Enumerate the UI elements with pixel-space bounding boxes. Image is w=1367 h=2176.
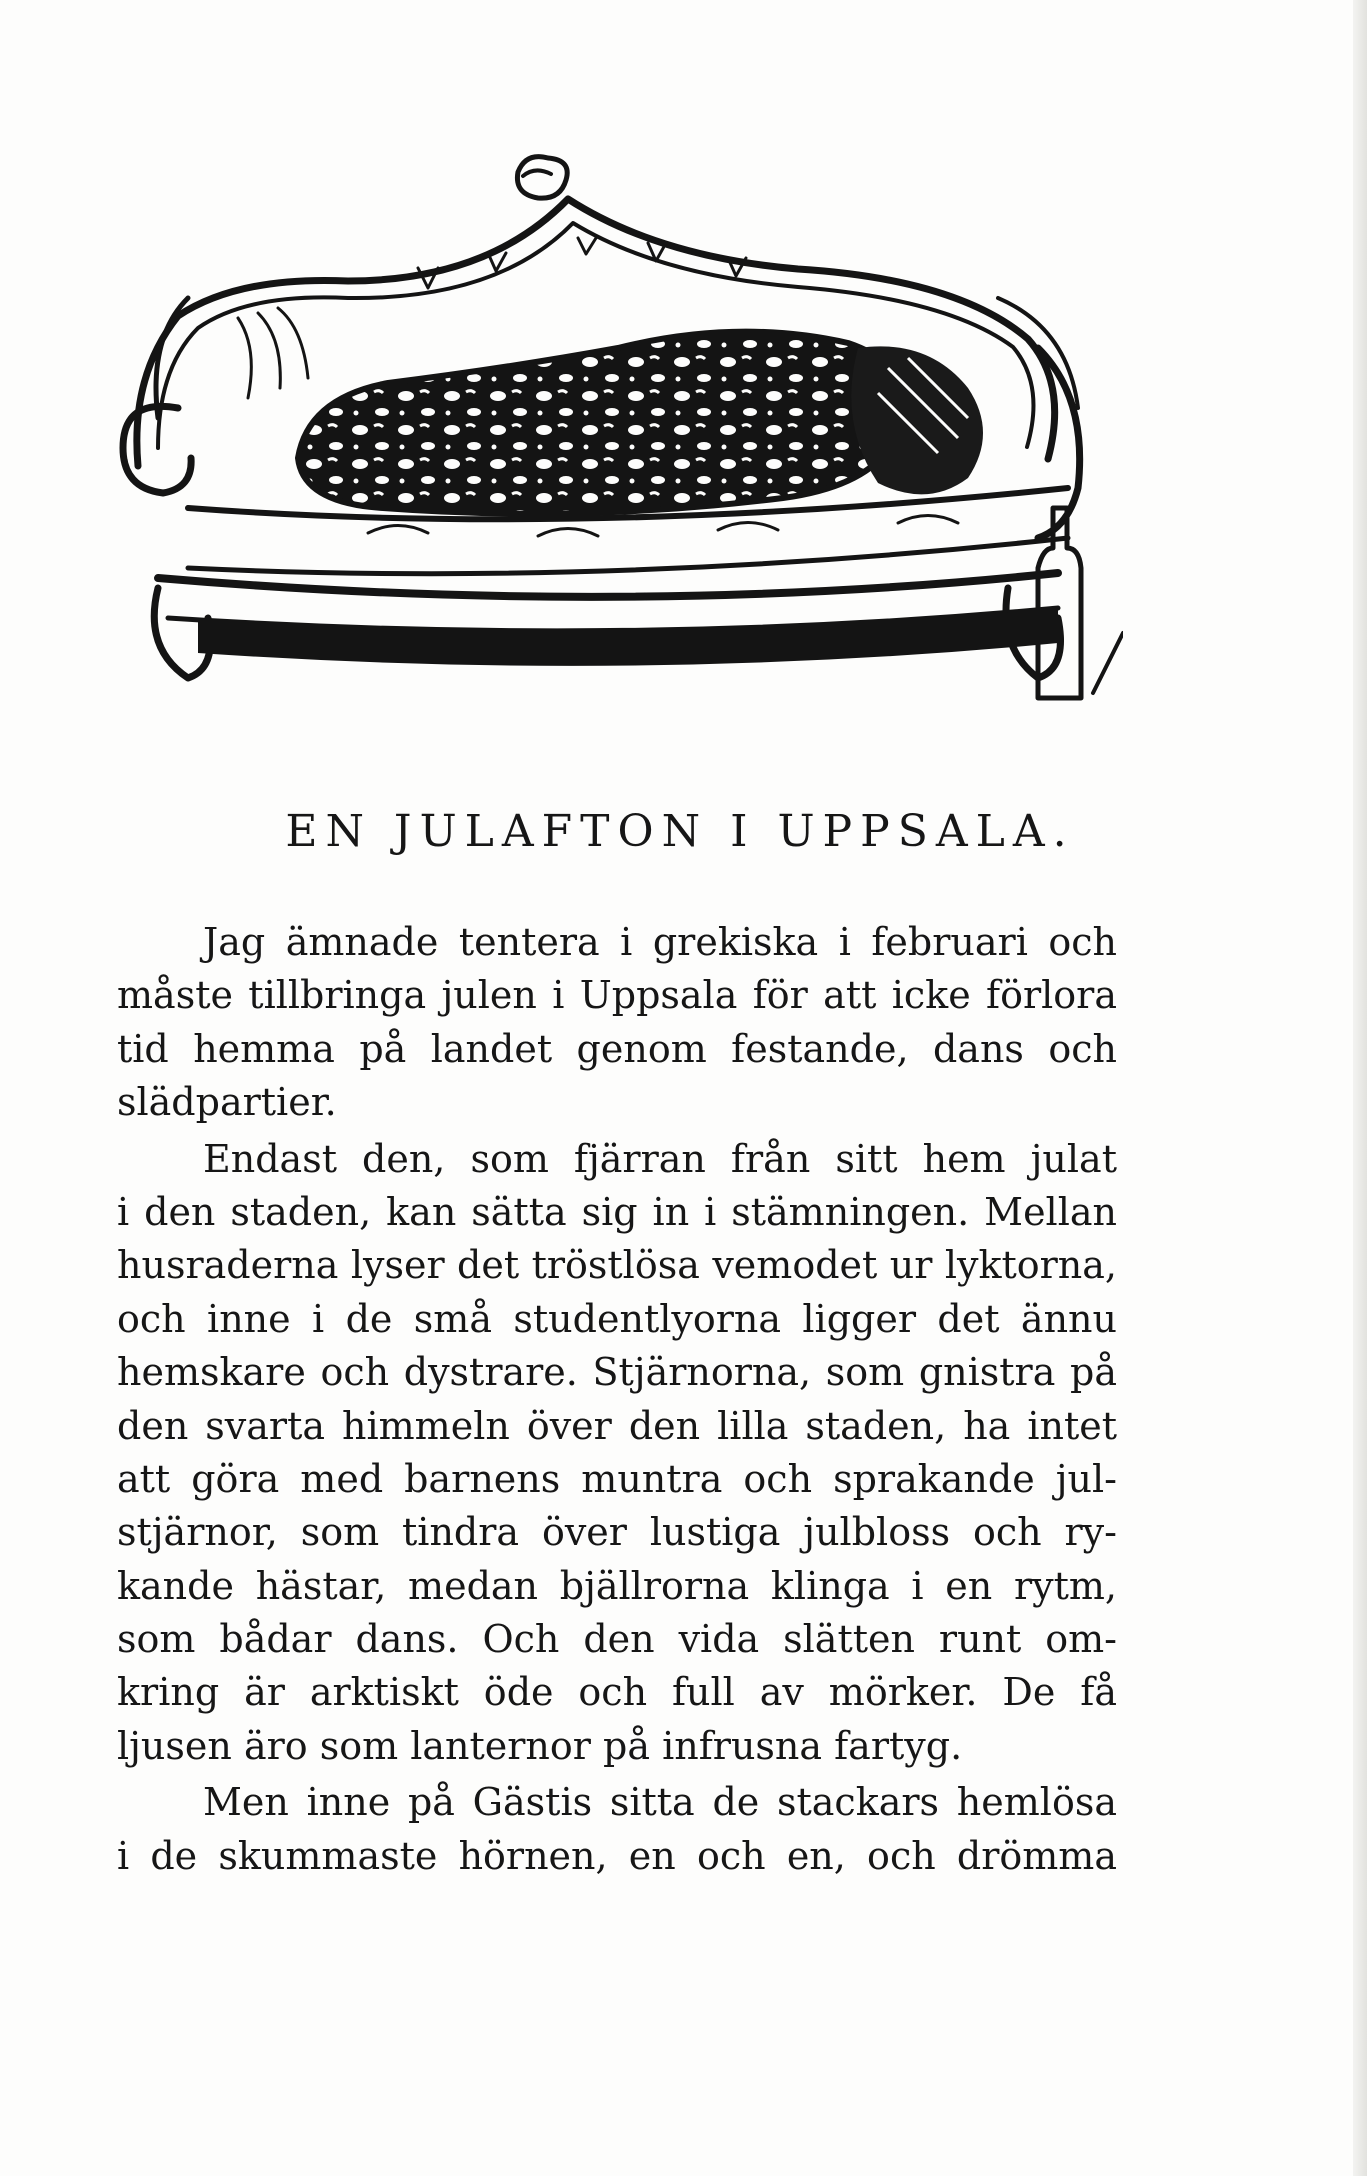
text-line: hemskare och dystrare. Stjärnorna, som gnistra på <box>117 1350 1117 1395</box>
text-line: slädpartier. <box>117 1080 337 1125</box>
text-line: tid hemma på landet genom festande, dans och <box>117 1026 1117 1071</box>
text-line: stjärnor, som tindra över lustiga julbloss och ry- <box>117 1510 1117 1555</box>
text-line: att göra med barnens muntra och sprakande jul- <box>117 1456 1117 1501</box>
text-line: i de skummaste hörnen, en och en, och drömma <box>117 1833 1117 1878</box>
paragraph <box>117 1776 1117 1883</box>
text-line: ljusen äro som lanternor på infrusna fartyg. <box>117 1723 963 1768</box>
text-line: som bådar dans. Och den vida slätten runt om- <box>117 1617 1117 1662</box>
paragraph <box>117 1133 1117 1774</box>
paragraph <box>117 916 1117 1130</box>
body-text <box>117 916 1117 1883</box>
page-edge <box>1353 0 1367 2176</box>
text-line: kande hästar, medan bjällrorna klinga i en rytm, <box>117 1563 1117 1608</box>
text-line: Endast den, som fjärran från sitt hem julat <box>203 1136 1117 1181</box>
text-line: Men inne på Gästis sitta de stackars hemlösa <box>203 1780 1117 1825</box>
text-line: Jag ämnade tentera i grekiska i februari och <box>203 920 1117 964</box>
text-line: måste tillbringa julen i Uppsala för att icke förlora <box>117 973 1117 1018</box>
text-line: kring är arktiskt öde och full av mörker. De få <box>117 1670 1117 1715</box>
chapter-title: EN JULAFTON I UPPSALA. <box>285 806 1075 857</box>
text-line: i den staden, kan sätta sig in i stämningen. Mellan <box>117 1189 1117 1234</box>
text-line: och inne i de små studentlyorna ligger det ännu <box>117 1296 1117 1341</box>
text-line: husraderna lyser det tröstlösa vemodet ur lyktorna, <box>117 1243 1117 1288</box>
sofa-illustration-icon <box>118 148 1123 708</box>
text-line: den svarta himmeln över den lilla staden, ha intet <box>117 1403 1117 1448</box>
